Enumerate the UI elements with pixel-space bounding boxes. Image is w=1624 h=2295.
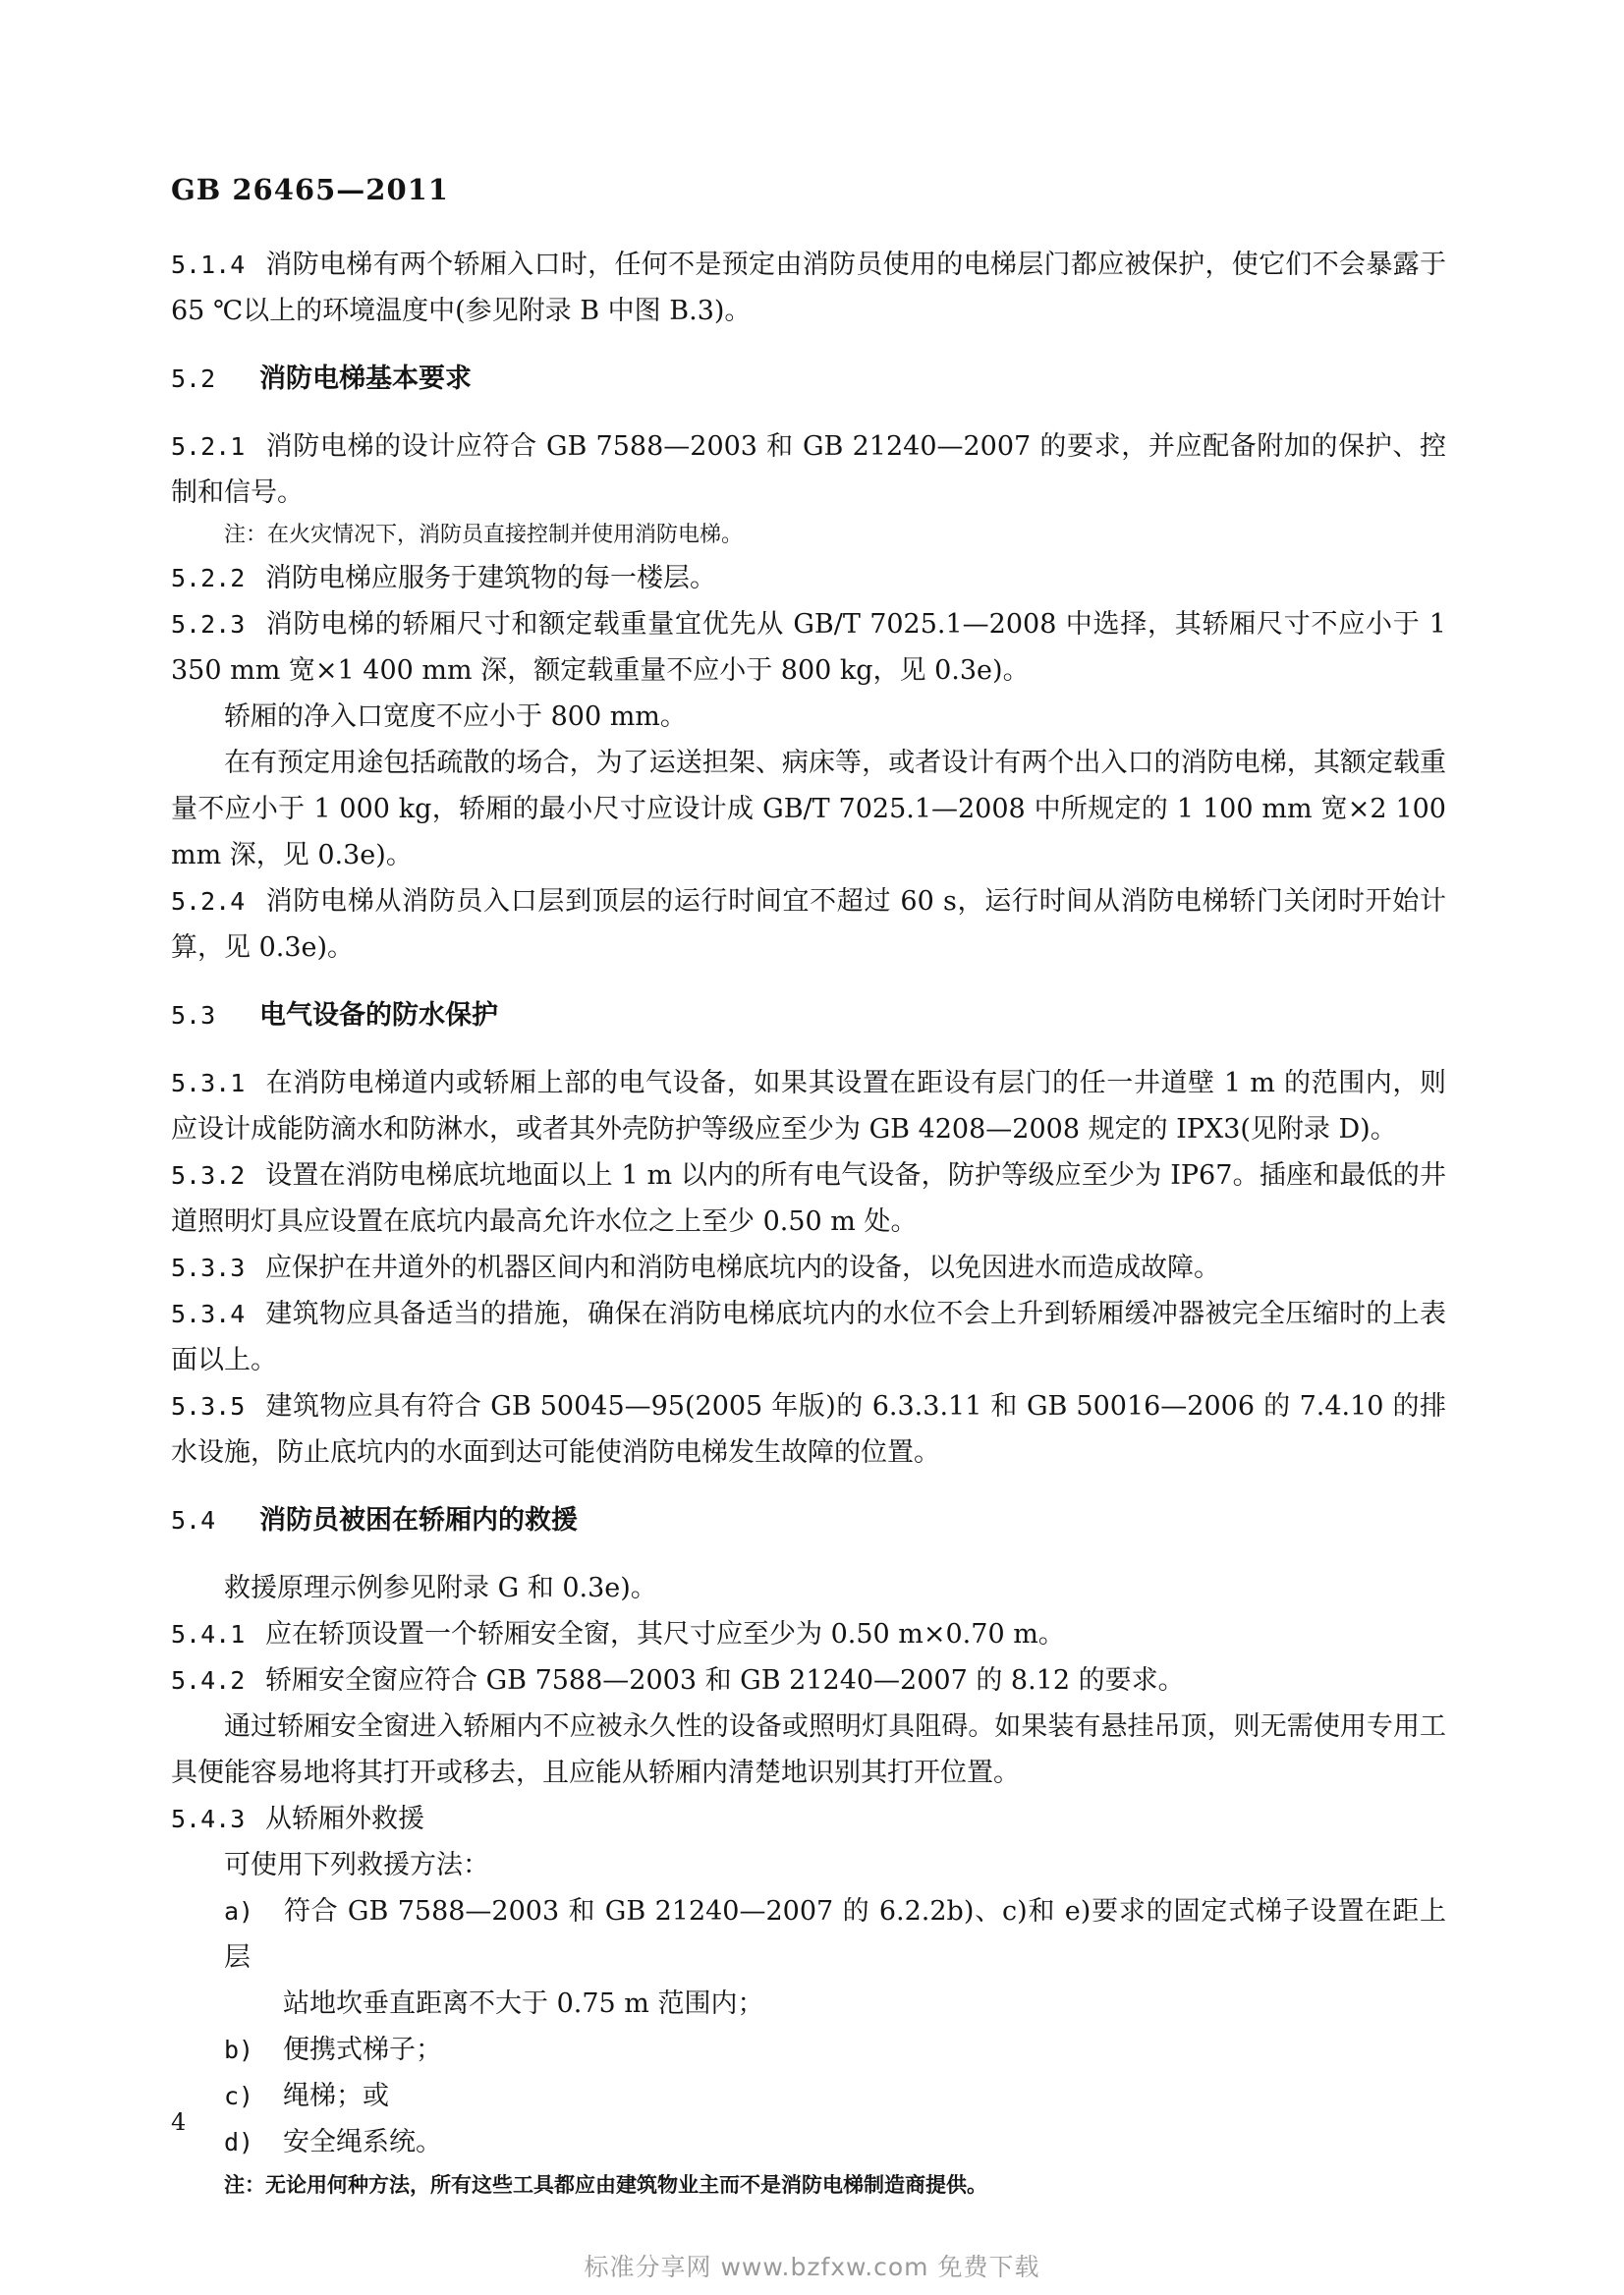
section-heading-5-2 [171,356,1446,402]
list-item-label: c) [224,2082,254,2110]
clause-5-2-1 [171,423,1446,516]
clause-text: 轿厢安全窗应符合 GB 7588—2003 和 GB 21240—2007 的 8.12 的要求。 [265,1665,1185,1696]
list-item-continuation: 站地坎垂直距离不大于 0.75 m 范围内； [283,1988,764,2019]
clause-5-4-3 [171,1796,1446,1842]
list-item-a [171,1888,1446,1981]
list-item-label: d) [224,2128,254,2156]
clause-number: 5.4.1 [171,1620,246,1649]
clause-number: 5.3.5 [171,1392,246,1421]
clause-5-1-4 [171,242,1446,334]
clause-text: 建筑物应具备适当的措施，确保在消防电梯底坑内的水位不会上升到轿厢缓冲器被完全压缩时的上表面以上。 [171,1299,1446,1375]
clause-number: 5.3.1 [171,1069,246,1097]
section-title: 消防电梯基本要求 [259,364,472,394]
list-item-text: 便携式梯子； [283,2035,442,2065]
clause-number: 5.1.4 [171,251,246,279]
clause-number: 5.2.4 [171,887,246,916]
clause-number: 5.4.3 [171,1805,246,1833]
section-heading-5-4 [171,1497,1446,1543]
clause-5-3-5 [171,1383,1446,1476]
clause-5-3-2 [171,1152,1446,1245]
clause-text: 消防电梯有两个轿厢入口时，任何不是预定由消防员使用的电梯层门都应被保护，使它们不会暴露于 65 ℃以上的环境温度中(参见附录 B 中图 B.3)。 [171,250,1446,326]
clause-5-2-3 [171,601,1446,694]
clause-text: 消防电梯的设计应符合 GB 7588—2003 和 GB 21240—2007 的要求，并应配备附加的保护、控制和信号。 [171,431,1446,508]
clause-number: 5.3.2 [171,1161,246,1190]
clause-number: 5.2.1 [171,432,246,461]
section-number: 5.3 [171,1001,216,1030]
clause-number: 5.2.2 [171,564,246,592]
list-item-d [171,2119,1446,2165]
watermark: 标准分享网 www.bzfxw.com 免费下载 [584,2253,1040,2281]
clause-text: 设置在消防电梯底坑地面以上 1 m 以内的所有电气设备，防护等级应至少为 IP67。插座和最低的井道照明灯具应设置在底坑内最高允许水位之上至少 0.50 m 处。 [171,1160,1446,1237]
list-item-label: a) [224,1897,254,1926]
clause-number: 5.4.2 [171,1666,246,1695]
clause-5-3-3 [171,1245,1446,1291]
list-item-c [171,2073,1446,2119]
section-title: 消防员被困在轿厢内的救援 [259,1505,578,1536]
note: 注：在火灾情况下，消防员直接控制并使用消防电梯。 [224,523,744,547]
note: 注：无论用何种方法，所有这些工具都应由建筑物业主而不是消防电梯制造商提供。 [224,2173,987,2197]
clause-number: 5.3.3 [171,1254,246,1282]
section-title: 电气设备的防水保护 [259,1000,498,1031]
section-number: 5.2 [171,364,216,393]
clause-text: 在消防电梯道内或轿厢上部的电气设备，如果其设置在距设有层门的任一井道壁 1 m 的范围内，则应设计成能防滴水和防淋水，或者其外壳防护等级应至少为 GB 4208—2008 规定的 IPX3(见附录 D)。 [171,1068,1446,1145]
clause-number: 5.3.4 [171,1300,246,1328]
section-heading-5-3 [171,992,1446,1038]
clause-text: 消防电梯的轿厢尺寸和额定载重量宜优先从 GB/T 7025.1—2008 中选择，其轿厢尺寸不应小于 1 350 mm 宽×1 400 mm 深，额定载重量不应小于 800 kg，见 0.3e)。 [171,609,1446,686]
document-id: GB 26465—2011 [171,173,449,206]
paragraph: 通过轿厢安全窗进入轿厢内不应被永久性的设备或照明灯具阻碍。如果装有悬挂吊顶，则无需使用专用工具便能容易地将其打开或移去，且应能从轿厢内清楚地识别其打开位置。 [171,1711,1446,1788]
list-item-text: 绳梯；或 [283,2081,389,2111]
list-item-b [171,2027,1446,2073]
list-item-text: 符合 GB 7588—2003 和 GB 21240—2007 的 6.2.2b)、c)和 e)要求的固定式梯子设置在距上层 [224,1896,1446,1973]
paragraph: 救援原理示例参见附录 G 和 0.3e)。 [224,1573,657,1603]
page-number: 4 [171,2108,187,2136]
list-item-text: 安全绳系统。 [283,2127,442,2157]
clause-5-4-2 [171,1657,1446,1704]
clause-text: 消防电梯从消防员入口层到顶层的运行时间宜不超过 60 s，运行时间从消防电梯轿门关闭时开始计算，见 0.3e)。 [171,886,1446,963]
clause-text: 应保护在井道外的机器区间内和消防电梯底坑内的设备，以免因进水而造成故障。 [265,1253,1220,1283]
section-number: 5.4 [171,1506,216,1535]
clause-text: 消防电梯应服务于建筑物的每一楼层。 [265,563,716,593]
clause-5-4-1 [171,1611,1446,1657]
clause-5-2-4 [171,878,1446,971]
document-body [171,242,1446,2205]
clause-text: 应在轿顶设置一个轿厢安全窗，其尺寸应至少为 0.50 m×0.70 m。 [265,1619,1065,1650]
clause-5-3-1 [171,1060,1446,1152]
clause-text: 从轿厢外救援 [265,1804,424,1834]
list-item-label: b) [224,2036,254,2064]
paragraph: 可使用下列救援方法： [224,1850,489,1880]
paragraph: 轿厢的净入口宽度不应小于 800 mm。 [224,701,687,732]
clause-number: 5.2.3 [171,610,246,639]
paragraph: 在有预定用途包括疏散的场合，为了运送担架、病床等，或者设计有两个出入口的消防电梯，其额定载重量不应小于 1 000 kg，轿厢的最小尺寸应设计成 GB/T 7025.1—2008 中所规定的 1 100 mm 宽×2 100 mm 深，见 0.3e)。 [171,748,1446,870]
clause-text: 建筑物应具有符合 GB 50045—95(2005 年版)的 6.3.3.11 和 GB 50016—2006 的 7.4.10 的排水设施，防止底坑内的水面到达可能使消防电梯发生故障的位置。 [171,1391,1446,1468]
clause-5-3-4 [171,1291,1446,1383]
clause-5-2-2 [171,555,1446,601]
